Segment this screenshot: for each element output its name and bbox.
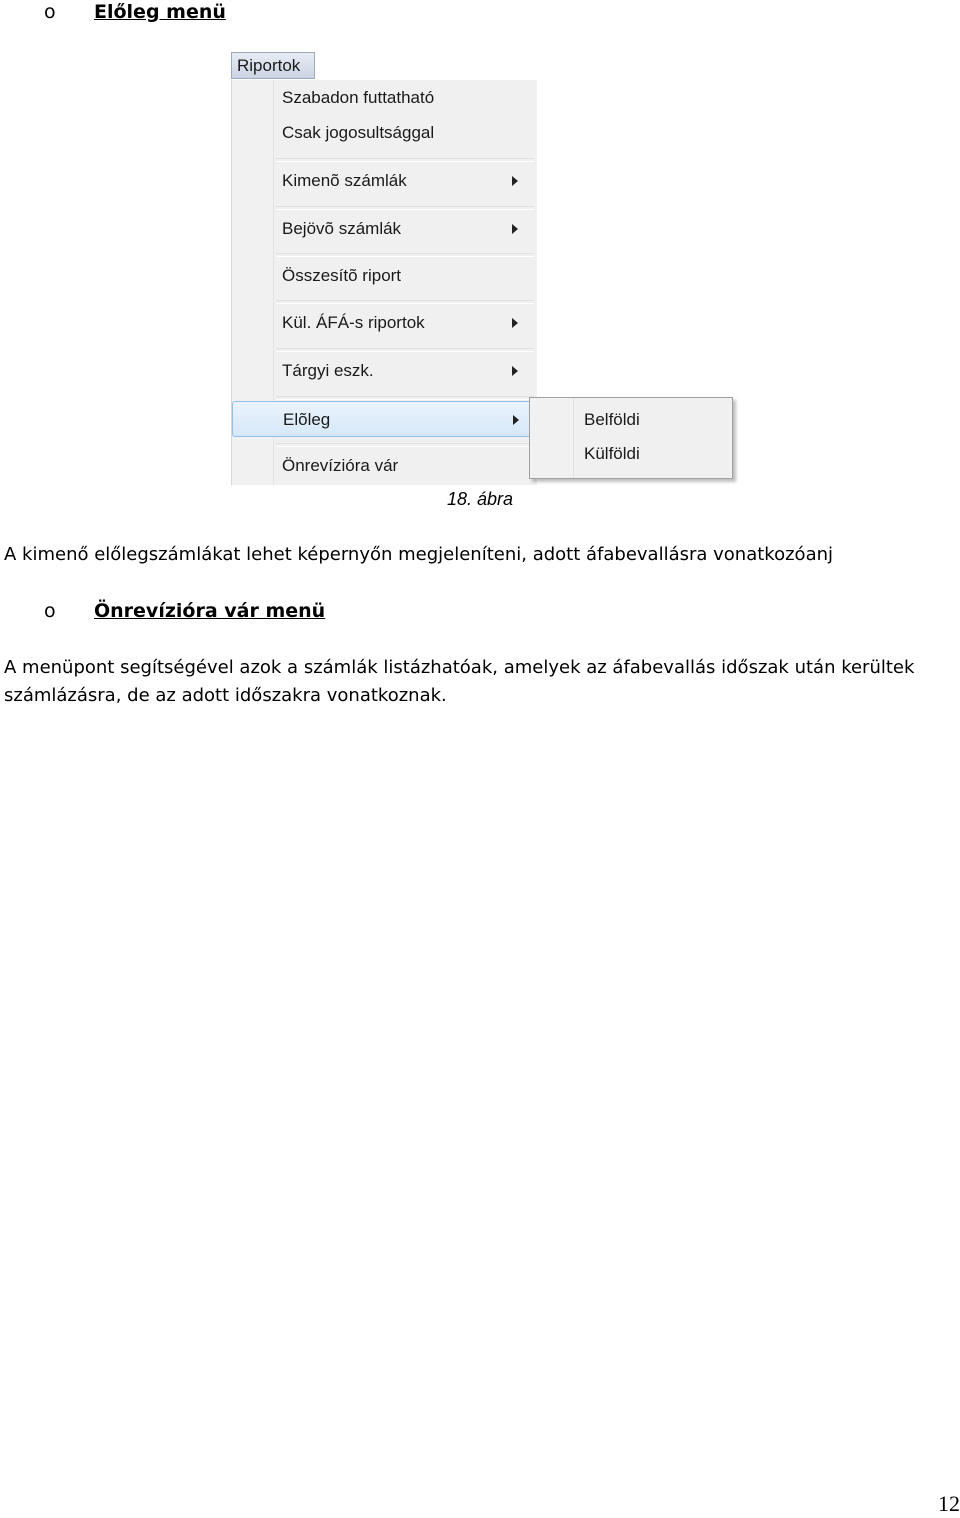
section-title-eloleg: Előleg menü	[94, 1, 226, 23]
menu-separator	[276, 206, 534, 210]
section-title-onrevízio: Önrevízióra vár menü	[94, 600, 326, 622]
menu-item-label: Tárgyi eszk.	[282, 361, 374, 380]
menu-item-csak-jogosultsaggal[interactable]	[232, 115, 536, 151]
menu-separator	[276, 443, 534, 447]
submenu-arrow-icon	[512, 224, 518, 234]
menu-item-label: Kimenõ számlák	[282, 171, 407, 190]
menu-item-label: Kül. ÁFÁ-s riportok	[282, 313, 425, 332]
paragraph-onrevízio-line2: számlázásra, de az adott időszakra vonatkoznak.	[4, 685, 447, 706]
paragraph-eloleg-description: A kimenő előlegszámlákat lehet képernyőn megjeleníteni, adott áfabevallásra vonatkozóanj	[4, 544, 834, 565]
menu-item-label: Összesítõ riport	[282, 266, 402, 285]
menu-item-kul-afas-riportok[interactable]	[232, 305, 536, 341]
menu-item-label: Önrevízióra vár	[282, 456, 399, 475]
menu-separator	[276, 348, 534, 352]
riportok-dropdown-menu	[231, 80, 537, 485]
menu-item-label: Elõleg	[283, 410, 331, 429]
bullet-marker: o	[44, 1, 56, 23]
submenu-arrow-icon	[512, 176, 518, 186]
submenu-arrow-icon	[512, 366, 518, 376]
submenu-arrow-icon	[513, 415, 519, 425]
menu-screenshot-figure	[231, 50, 733, 486]
section-heading-onrevízio	[0, 599, 960, 623]
menu-item-label: Szabadon futtatható	[282, 88, 435, 107]
menu-item-osszesito-riport[interactable]	[232, 258, 536, 294]
submenu-arrow-icon	[512, 318, 518, 328]
menu-separator	[276, 158, 534, 162]
menubar-item-riportok[interactable]: Riportok	[231, 52, 315, 79]
submenu-item-kulfoldi[interactable]	[530, 437, 732, 471]
bullet-marker: o	[44, 600, 56, 622]
menu-item-bejovo-szamlak[interactable]	[232, 211, 536, 247]
eloleg-submenu	[529, 397, 733, 479]
menu-item-targyi-eszk[interactable]	[232, 353, 536, 389]
menu-item-onrevíziora-var[interactable]	[232, 448, 536, 484]
menu-item-label: Bejövõ számlák	[282, 219, 402, 238]
menu-item-kimeno-szamlak[interactable]	[232, 163, 536, 199]
menu-separator	[276, 396, 534, 400]
submenu-item-label: Külföldi	[584, 444, 640, 463]
section-heading-eloleg	[0, 0, 960, 24]
page-number: 12	[938, 1491, 960, 1516]
submenu-item-belfoldi[interactable]	[530, 403, 732, 437]
menu-item-eloleg[interactable]	[232, 401, 536, 437]
figure-caption: 18. ábra	[447, 489, 514, 509]
menu-separator	[276, 300, 534, 304]
menu-separator	[276, 253, 534, 257]
menu-item-label: Csak jogosultsággal	[282, 123, 435, 142]
submenu-item-label: Belföldi	[584, 410, 640, 429]
menu-item-szabadon-futtathato[interactable]	[232, 80, 536, 116]
paragraph-onrevízio-line1: A menüpont segítségével azok a számlák listázhatóak, amelyek az áfabevallás időszak után kerültek	[4, 657, 915, 678]
